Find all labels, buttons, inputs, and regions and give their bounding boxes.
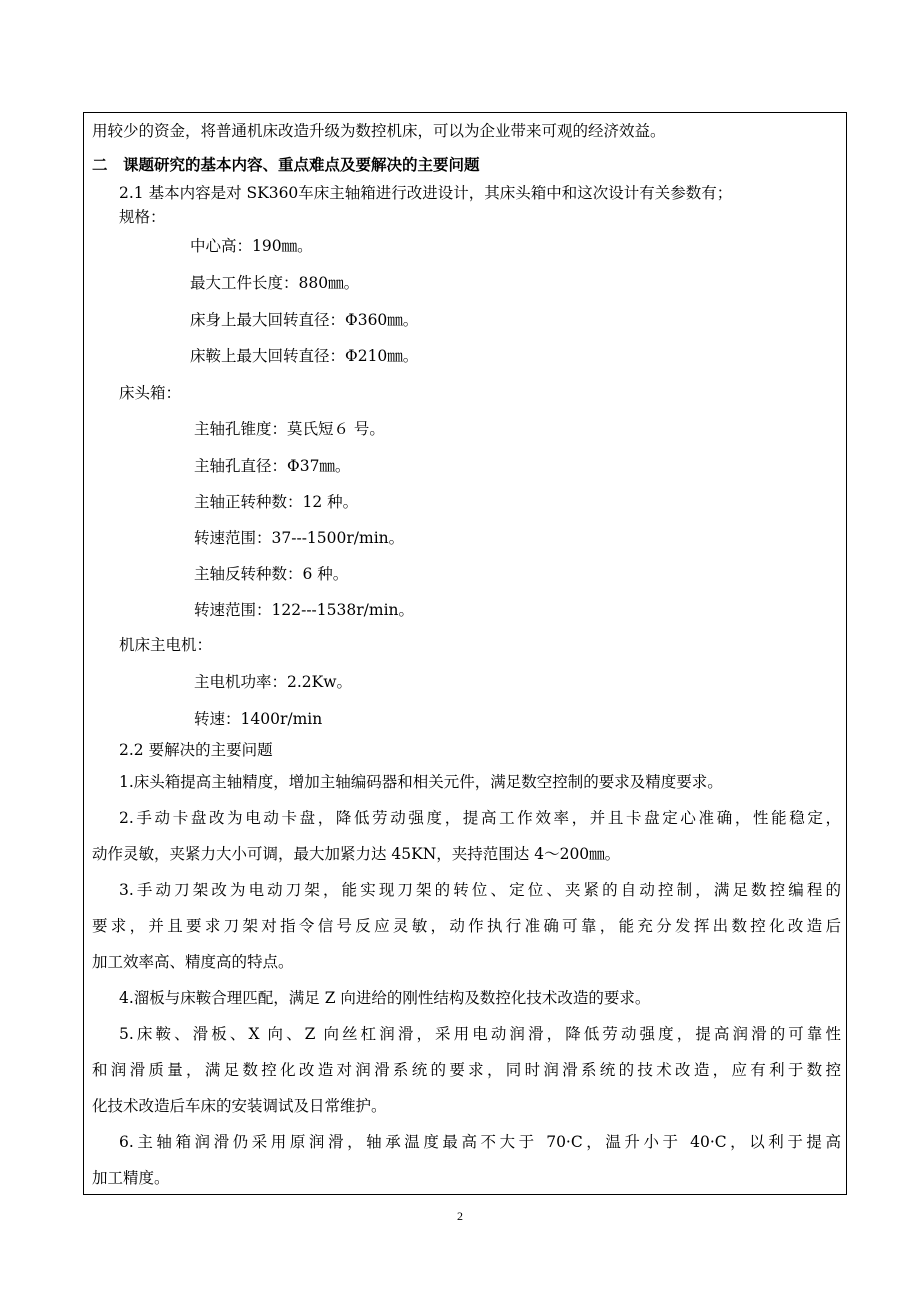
problem-line: 化技术改造后车床的安装调试及日常维护。 [92,1097,387,1115]
spec-item: 最大工件长度：880㎜。 [190,274,360,292]
headstock-item: 转速范围：37---1500r/min。 [194,529,405,547]
motor-label: 机床主电机： [119,636,213,654]
spec-item: 床身上最大回转直径：Φ360㎜。 [190,311,419,329]
problem-line: 加工精度。 [92,1169,170,1187]
page-number: 2 [457,1209,463,1223]
spec-item: 中心高：190㎜。 [190,237,313,255]
paragraph-2-1-line1: 2.1 基本内容是对 SK360车床主轴箱进行改进设计，其床头箱中和这次设计有关参数有； [119,184,733,202]
section-heading: 二 课题研究的基本内容、重点难点及要解决的主要问题 [92,155,480,174]
spec-item: 床鞍上最大回转直径：Φ210㎜。 [190,347,419,365]
intro-tail-text: 用较少的资金，将普通机床改造升级为数控机床，可以为企业带来可观的经济效益。 [92,122,666,140]
motor-item: 转速：1400r/min [194,710,323,728]
problem-line: 3.手动刀架改为电动刀架，能实现刀架的转位、定位、夹紧的自动控制，满足数控编程的 [119,881,841,899]
headstock-item: 主轴正转种数：12 种。 [194,493,359,511]
headstock-item: 主轴孔直径：Φ37㎜。 [194,457,351,475]
headstock-item: 转速范围：122---1538r/min。 [194,601,415,619]
subsection-2-2-title: 2.2 要解决的主要问题 [119,741,273,759]
headstock-label: 床头箱： [119,384,182,402]
problem-line: 和润滑质量，满足数控化改造对润滑系统的要求，同时润滑系统的技术改造，应有利于数控 [92,1061,841,1079]
problem-line: 2.手动卡盘改为电动卡盘，降低劳动强度，提高工作效率，并且卡盘定心准确，性能稳定， [119,809,841,827]
problem-line: 1.床头箱提高主轴精度，增加主轴编码器和相关元件，满足数空控制的要求及精度要求。 [119,773,723,791]
problem-line: 动作灵敏，夹紧力大小可调，最大加紧力达 45KN，夹持范围达 4～200㎜。 [92,845,621,863]
problem-line: 要求，并且要求刀架对指令信号反应灵敏，动作执行准确可靠，能充分发挥出数控化改造后 [92,917,841,935]
problem-line: 5.床鞍、滑板、X 向、Z 向丝杠润滑，采用电动润滑，降低劳动强度，提高润滑的可靠性 [119,1025,841,1043]
headstock-item: 主轴反转种数：6 种。 [194,565,349,583]
problem-line: 加工效率高、精度高的特点。 [92,953,294,971]
problem-line: 6.主轴箱润滑仍采用原润滑，轴承温度最高不大于 70·C，温升小于 40·C，以利于提高 [119,1133,841,1151]
headstock-item: 主轴孔锥度：莫氏短６ 号。 [194,420,385,438]
spec-label: 规格： [119,208,166,226]
motor-item: 主电机功率：2.2Kw。 [194,673,352,691]
problem-line: 4.溜板与床鞍合理匹配，满足 Z 向进给的刚性结构及数控化技术改造的要求。 [119,989,651,1007]
